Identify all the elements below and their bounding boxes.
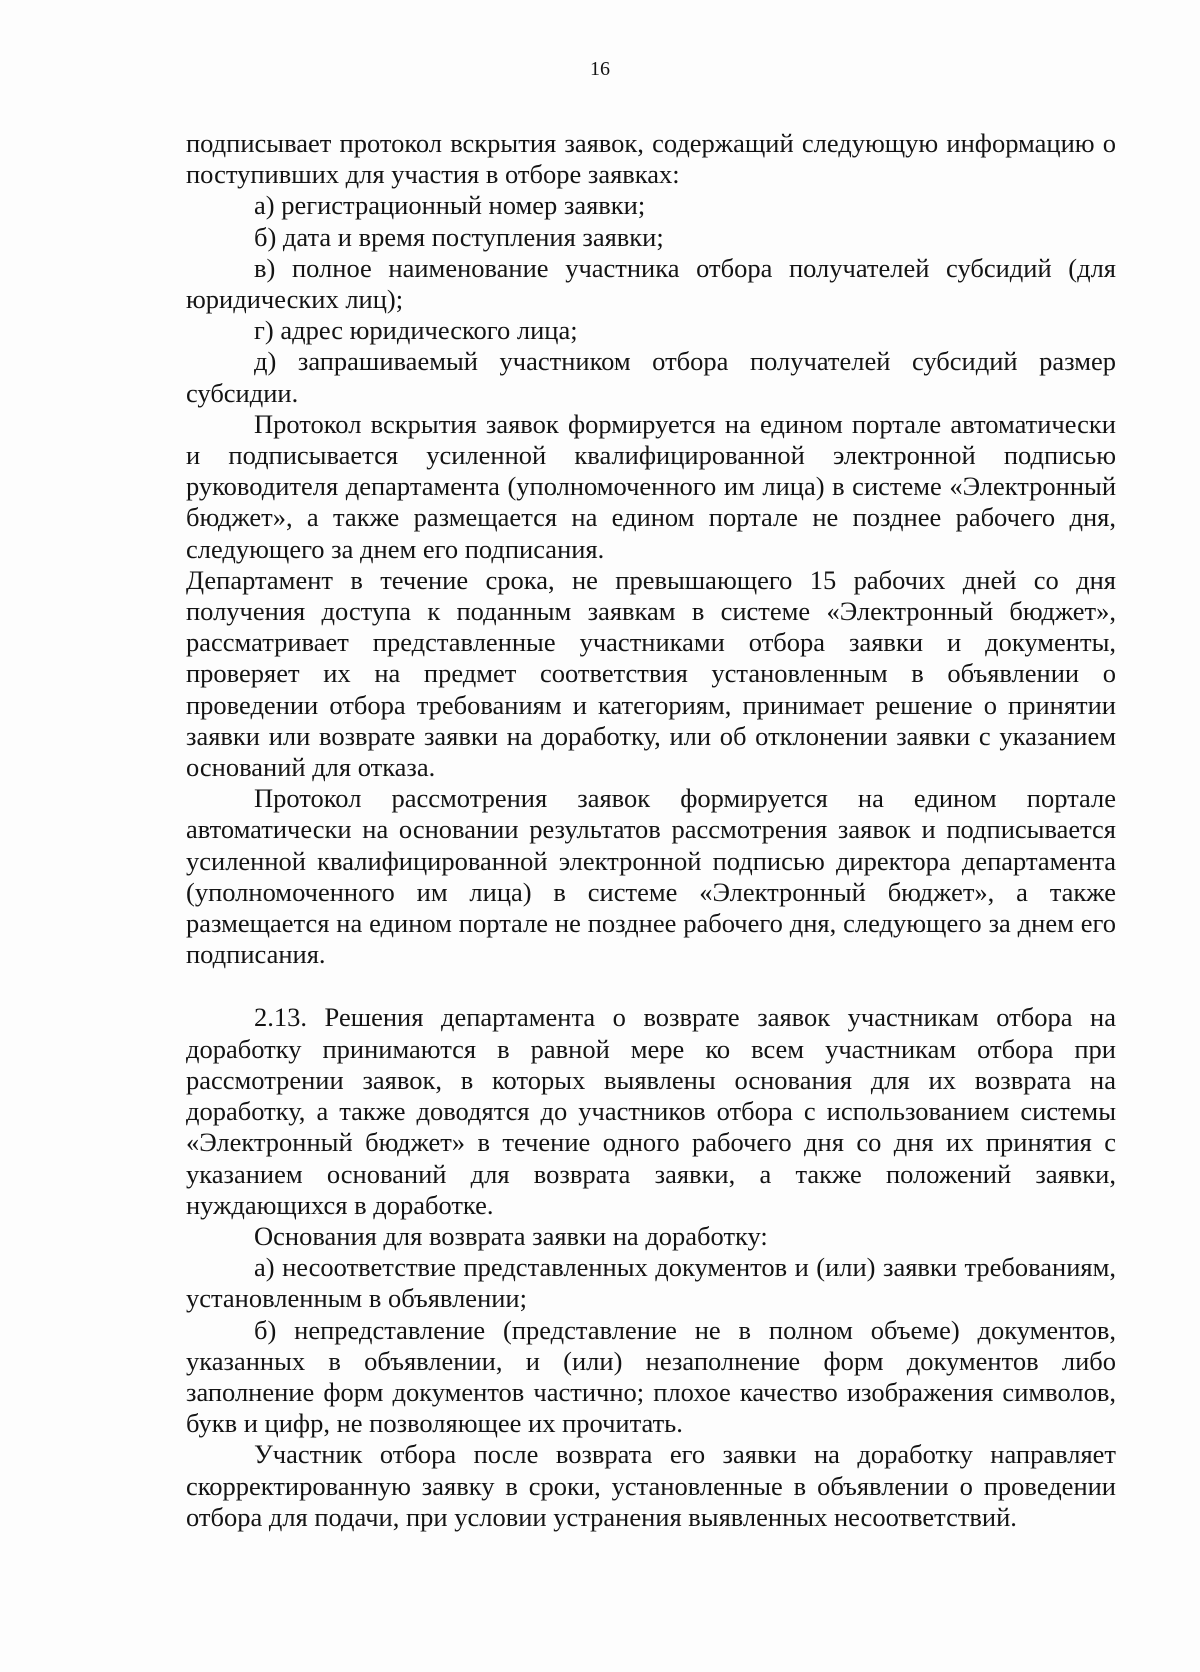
paragraph-section-2-13: 2.13. Решения департамента о возврате заявок участникам отбора на доработку принимаются в равной мере ко всем участникам отбора при рассмотрении заявок, в которых выявлены основания для их возврата на доработку, а также доводятся до участников отбора с использованием системы «Электронный бюджет» в течение одного рабочего дня со дня их принятия с указанием оснований для возврата заявки, а также положений заявки, нуждающихся в доработке. xyxy=(186,1002,1116,1220)
paragraph-protocol-signing: подписывает протокол вскрытия заявок, содержащий следующую информацию о поступивших для участия в отборе заявках: xyxy=(186,128,1116,190)
paragraph-opening-protocol: Протокол вскрытия заявок формируется на едином портале автоматически и подписывается усиленной квалифицированной электронной подписью руководителя департамента (уполномоченного им лица) в системе «Электронный бюджет», а также размещается на едином портале не позднее рабочего дня, следующего за днем его подписания. xyxy=(186,408,1116,564)
list-item-a-nonconformity: а) несоответствие представленных документов и (или) заявки требованиям, установленным в объявлении; xyxy=(186,1252,1116,1314)
list-item-b-date-time: б) дата и время поступления заявки; xyxy=(254,221,664,252)
list-item-a-registration-number: а) регистрационный номер заявки; xyxy=(254,190,646,221)
paragraph-resubmission: Участник отбора после возврата его заявки на доработку направляет скорректированную заявку в сроки, установленные в объявлении о проведении отбора для подачи, при условии устранения выявленных несоответствий. xyxy=(186,1439,1116,1532)
list-item-v-full-name: в) полное наименование участника отбора получателей субсидий (для юридических лиц); xyxy=(186,252,1116,315)
paragraph-review-protocol: Протокол рассмотрения заявок формируется на едином портале автоматически на основании результатов рассмотрения заявок и подписывается усиленной квалифицированной электронной подписью директора департамента (уполномоченного им лица) в системе «Электронный бюджет», а также размещается на едином портале не позднее рабочего дня, следующего за днем его подписания. xyxy=(186,783,1116,970)
list-item-b-nonsubmission: б) непредставление (представление не в полном объеме) документов, указанных в объявлении, и (или) незаполнение форм документов либо заполнение форм документов частично; плохое качество изображения символов, букв и цифр, не позволяющее их прочитать. xyxy=(186,1314,1116,1439)
paragraph-return-grounds-heading: Основания для возврата заявки на доработку: xyxy=(254,1220,768,1251)
paragraph-department-review: Департамент в течение срока, не превышающего 15 рабочих дней со дня получения доступа к поданным заявкам в системе «Электронный бюджет», рассматривает представленные участниками отбора заявки и документы, проверяет их на предмет соответствия установленным в объявлении о проведении отбора требованиям и категориям, принимает решение о принятии заявки или возврате заявки на доработку, или об отклонении заявки с указанием оснований для отказа. xyxy=(186,564,1116,783)
page-number: 16 xyxy=(590,58,610,80)
list-item-d-subsidy-amount: д) запрашиваемый участником отбора получателей субсидий размер субсидии. xyxy=(186,346,1116,408)
list-item-g-address: г) адрес юридического лица; xyxy=(254,315,578,346)
document-body xyxy=(186,128,1116,1533)
section-gap xyxy=(186,970,1116,1002)
